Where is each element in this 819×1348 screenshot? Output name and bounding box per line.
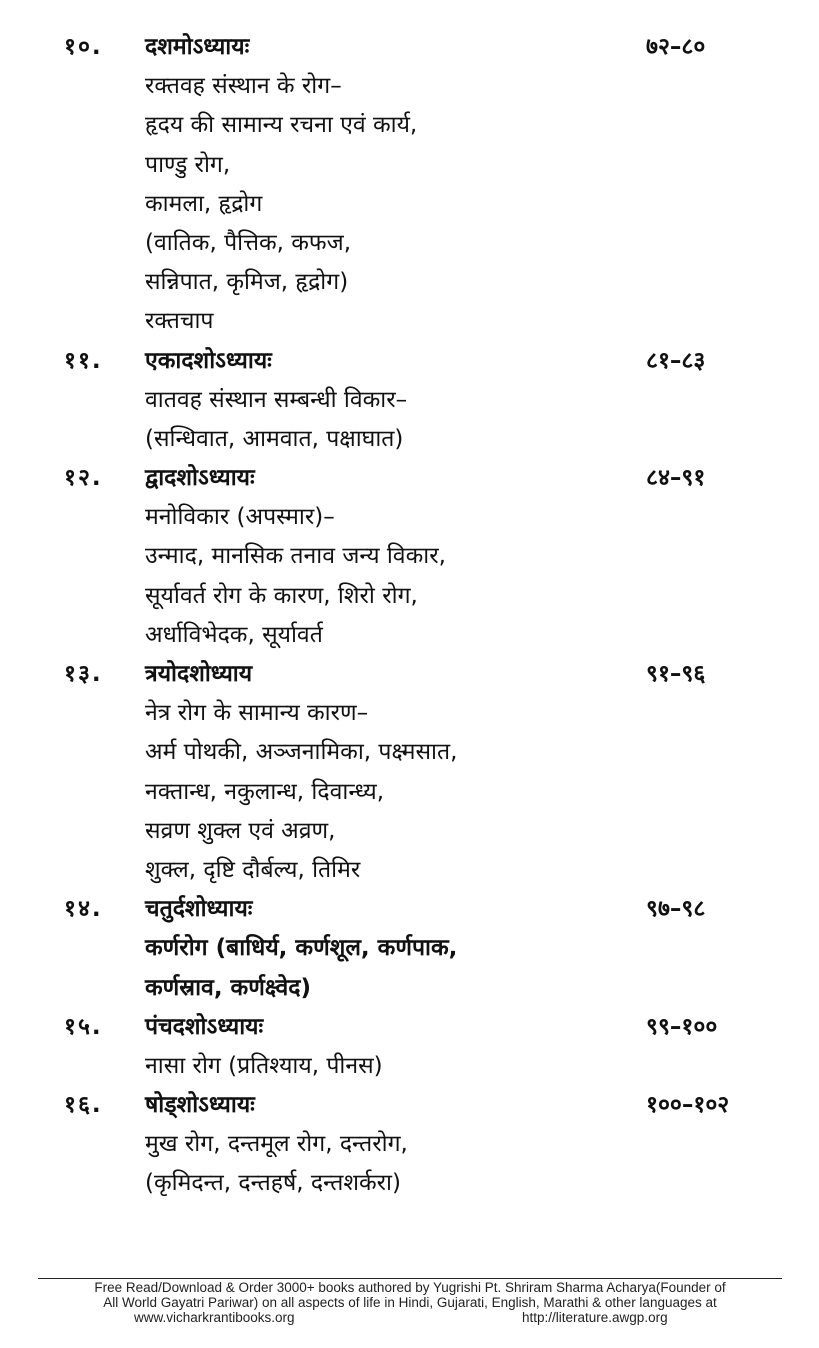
footer-divider (38, 1278, 782, 1279)
chapter-title: त्रयोदशोध्याय (145, 661, 253, 687)
chapter-heading-row (0, 28, 819, 67)
topic-line (0, 577, 819, 616)
topic-text: सूर्यावर्त रोग के कारण, शिरो रोग, (145, 582, 418, 609)
chapter-heading-row (0, 655, 819, 694)
topic-line (0, 106, 819, 145)
topic-text: अर्म पोथकी, अञ्जनामिका, पक्ष्मसात, (145, 739, 458, 766)
topic-line (0, 185, 819, 224)
chapter-heading-row (0, 459, 819, 498)
topic-text: नेत्र रोग के सामान्य कारण– (145, 700, 369, 727)
topic-text: मनोविकार (अपस्मार)– (145, 504, 335, 531)
topic-text: (वातिक, पैत्तिक, कफज, (145, 229, 352, 256)
topic-line (0, 1125, 819, 1164)
topic-text: (कृमिदन्त, दन्तहर्ष, दन्तशर्करा) (145, 1170, 401, 1197)
chapter-heading-row (0, 890, 819, 929)
topic-text: रक्तवह संस्थान के रोग– (145, 73, 342, 100)
topic-line (0, 498, 819, 537)
chapter-number: १३. (64, 661, 103, 687)
chapter-pages: ८१–८३ (646, 347, 706, 374)
topic-text: मुख रोग, दन्तमूल रोग, दन्तरोग, (145, 1131, 408, 1158)
chapter-title: दशमोऽध्यायः (145, 34, 250, 60)
chapter-title: द्वादशोऽध्यायः (145, 465, 255, 492)
chapter-pages: ९९–१०० (646, 1013, 718, 1040)
footer-line-1: Free Read/Download & Order 3000+ books authored by Yugrishi Pt. Shriram Sharma Acharya(Founder of (94, 1280, 726, 1295)
chapter-title: पंचदशोऽध्यायः (145, 1013, 264, 1040)
topic-text: नासा रोग (प्रतिश्याय, पीनस) (145, 1052, 383, 1079)
topic-text: सव्रण शुक्ल एवं अव्रण, (145, 817, 336, 844)
footer-links (38, 1310, 782, 1326)
chapter-number: १२. (64, 465, 103, 492)
chapter-heading-row (0, 1008, 819, 1047)
chapter-pages: ९१–९६ (646, 661, 706, 687)
chapter-pages: ७२–८० (646, 34, 706, 60)
chapter-heading-row (0, 342, 819, 381)
chapter-title: षोड्शोऽध्यायः (145, 1092, 255, 1119)
topic-line (0, 146, 819, 185)
topic-line (0, 694, 819, 733)
topic-line (0, 537, 819, 576)
chapter-number: १०. (64, 34, 103, 60)
topic-line (0, 420, 819, 459)
topic-text: उन्माद, मानसिक तनाव जन्य विकार, (145, 543, 446, 570)
topic-line (0, 381, 819, 420)
topic-line (0, 1047, 819, 1086)
topic-text: (सन्धिवात, आमवात, पक्षाघात) (145, 425, 404, 452)
footer-link-awgp[interactable]: http://literature.awgp.org (522, 1310, 668, 1325)
chapter-number: ११. (64, 347, 103, 374)
topic-text: पाण्डु रोग, (145, 151, 231, 178)
topic-line (0, 302, 819, 341)
topic-text: वातवह संस्थान सम्बन्धी विकार– (145, 386, 408, 413)
topic-text: कर्णरोग (बाधिर्य, कर्णशूल, कर्णपाक, (145, 935, 458, 962)
footer-link-vicharkranti[interactable]: www.vicharkrantibooks.org (134, 1310, 295, 1325)
chapter-pages: १००–१०२ (646, 1092, 730, 1119)
footer-line-2: All World Gayatri Pariwar) on all aspects of life in Hindi, Gujarati, English, Marathi & other languages at (103, 1295, 717, 1310)
chapter-heading-row (0, 1086, 819, 1125)
topic-line (0, 773, 819, 812)
topic-line (0, 1164, 819, 1203)
topic-text: नक्तान्ध, नकुलान्ध, दिवान्ध्य, (145, 778, 385, 805)
chapter-title: एकादशोऽध्यायः (145, 347, 272, 374)
topic-line (0, 851, 819, 890)
chapter-title: चतुर्दशोध्यायः (145, 896, 253, 923)
topic-line (0, 616, 819, 655)
topic-line (0, 224, 819, 263)
topic-line (0, 733, 819, 772)
chapter-pages: ८४–९१ (646, 465, 706, 492)
table-of-contents (0, 28, 819, 1204)
topic-line (0, 929, 819, 968)
topic-text: कामला, हृद्रोग (145, 190, 263, 217)
topic-text: हृदय की सामान्य रचना एवं कार्य, (145, 112, 418, 139)
footer (38, 1280, 782, 1326)
topic-line (0, 263, 819, 302)
topic-text: कर्णस्राव, कर्णक्ष्वेद) (145, 974, 311, 1001)
topic-text: सन्निपात, कृमिज, हृद्रोग) (145, 269, 349, 296)
topic-line (0, 969, 819, 1008)
topic-line (0, 67, 819, 106)
topic-text: रक्तचाप (145, 308, 214, 335)
chapter-number: १६. (64, 1092, 103, 1119)
topic-line (0, 812, 819, 851)
topic-text: शुक्ल, दृष्टि दौर्बल्य, तिमिर (145, 856, 361, 883)
chapter-pages: ९७–९८ (646, 896, 706, 923)
chapter-number: १५. (64, 1013, 103, 1040)
topic-text: अर्धाविभेदक, सूर्यावर्त (145, 621, 323, 648)
chapter-number: १४. (64, 896, 103, 923)
